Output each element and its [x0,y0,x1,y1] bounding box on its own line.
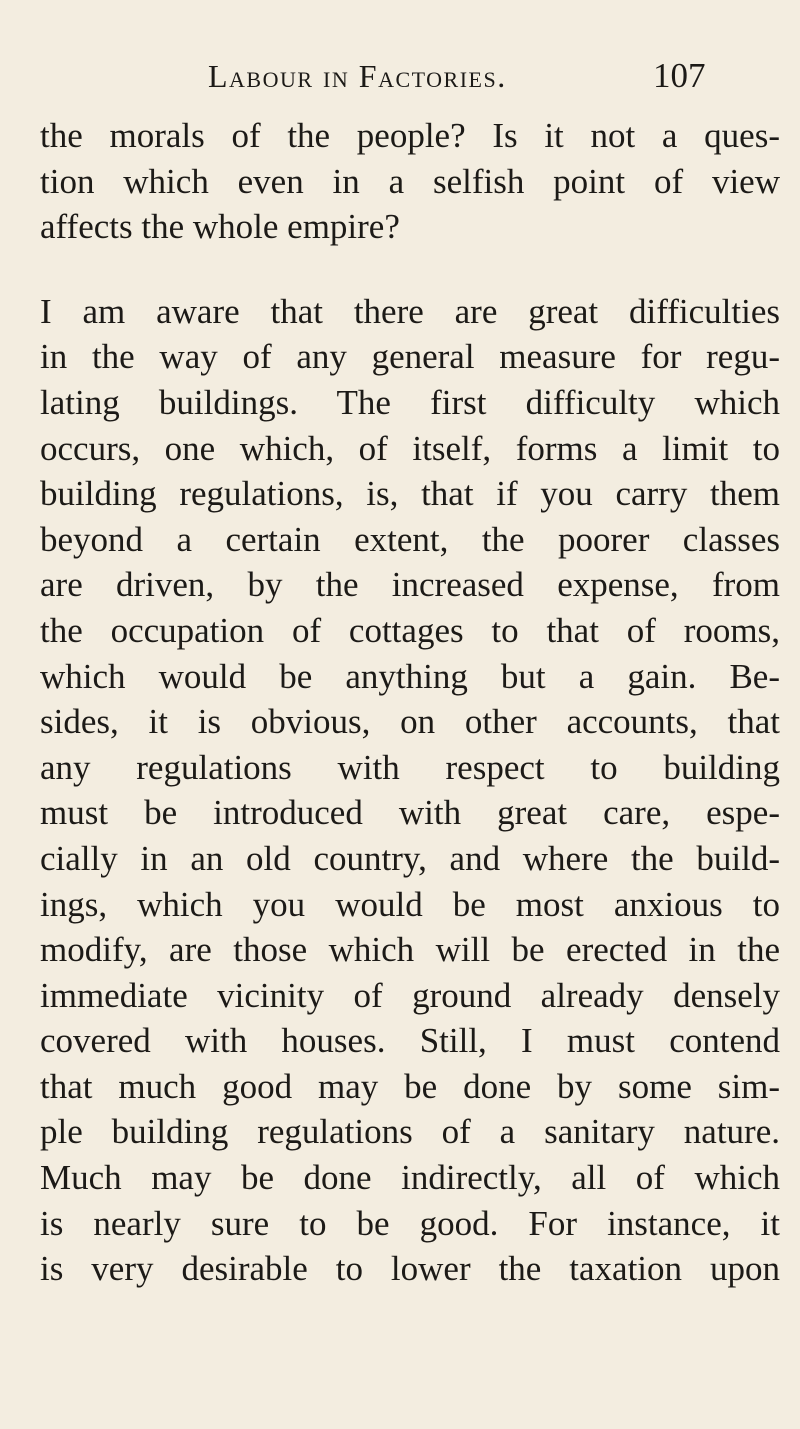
paragraph-1 [40,113,780,250]
text-line: Much may be done indirectly, all of which [40,1158,780,1198]
text-line: building regulations, is, that if you carry them [40,474,780,514]
text-line: must be introduced with great care, espe- [40,793,780,833]
text-line: tion which even in a selfish point of view [40,161,780,201]
page-number: 107 [653,56,706,95]
text-line: I am aware that there are great difficulties [40,291,780,331]
text-line: is very desirable to lower the taxation upon [40,1249,780,1289]
text-line: that much good may be done by some sim- [40,1066,780,1106]
text-line: modify, are those which will be erected in the [40,930,780,970]
text-line: sides, it is obvious, on other accounts, that [40,702,780,742]
text-line: which would be anything but a gain. Be- [40,656,780,696]
paragraph-2 [40,289,780,1292]
text-line: ings, which you would be most anxious to [40,884,780,924]
text-line: affects the whole empire? [40,207,400,247]
text-line: are driven, by the increased expense, from [40,565,780,605]
text-line: covered with houses. Still, I must contend [40,1021,780,1061]
text-line: beyond a certain extent, the poorer classes [40,519,780,559]
text-line: is nearly sure to be good. For instance, it [40,1203,780,1243]
running-header [0,58,800,98]
body-text [40,113,780,1292]
text-line: any regulations with respect to building [40,747,780,787]
text-line: immediate vicinity of ground already densely [40,975,780,1015]
text-line: in the way of any general measure for regu- [40,337,780,377]
text-line: the occupation of cottages to that of rooms, [40,610,780,650]
text-line: ple building regulations of a sanitary nature. [40,1112,780,1152]
text-line: the morals of the people? Is it not a ques- [40,116,780,155]
text-line: occurs, one which, of itself, forms a limit to [40,428,780,468]
text-line: lating buildings. The first difficulty which [40,382,780,422]
text-line: cially in an old country, and where the build- [40,838,780,878]
running-title: Labour in Factories. [208,58,507,94]
